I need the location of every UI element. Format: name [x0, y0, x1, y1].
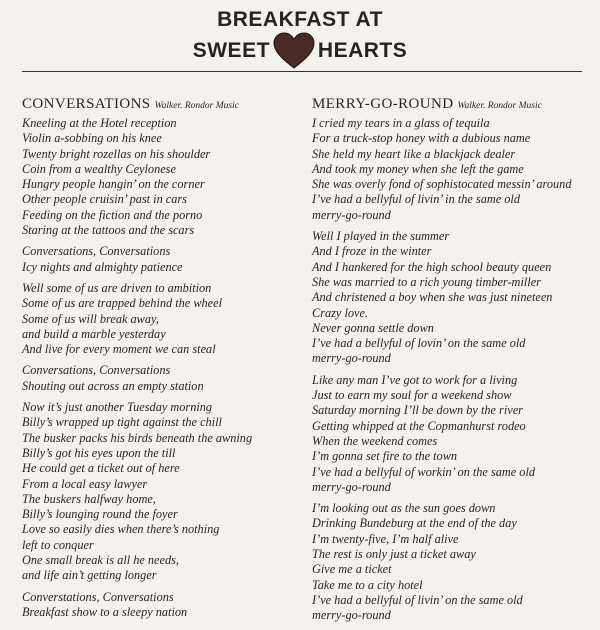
lyric-line: Some of us will break away,: [22, 311, 159, 326]
heart-icon: [273, 32, 315, 70]
lyric-line: The rest is only just a ticket away: [312, 547, 476, 562]
lyric-line: I’m twenty-five, I’m half alive: [312, 531, 459, 546]
lyric-line: Take me to a city hotel: [312, 577, 423, 592]
lyric-line: Twenty bright rozellas on his shoulder: [22, 146, 211, 161]
lyric-line: And christened a boy when she was just nineteen: [312, 290, 553, 305]
lyric-line: When the weekend comes: [312, 433, 438, 448]
logo-title-line2: [0, 32, 600, 70]
lyric-line: Getting whipped at the Copmanhurst rodeo: [312, 418, 526, 433]
lyric-line: Some of us are trapped behind the wheel: [22, 296, 223, 311]
lyric-line: Like any man I’ve got to work for a living: [312, 372, 518, 387]
stanza: [22, 281, 312, 357]
lyric-line: Other people cruisin’ past in cars: [22, 192, 187, 207]
stanza: [312, 501, 600, 623]
lyric-line: She was married to a rich young timber-miller: [312, 274, 541, 289]
lyric-line: From a local easy lawyer: [22, 476, 148, 491]
lyric-line: She was overly fond of sophistocated messin’ around: [312, 177, 572, 192]
stanza: [312, 116, 600, 223]
logo-title-line1: BREAKFAST AT: [217, 8, 383, 31]
lyric-line: I’ve had a bellyful of livin’ on the same old: [312, 592, 523, 607]
lyric-line: left to conquer: [22, 537, 94, 552]
lyrics: [312, 116, 600, 624]
lyric-line: Well some of us are driven to ambition: [22, 280, 212, 295]
lyric-line: She held my heart like a blackjack dealer: [312, 146, 516, 161]
lyric-line: The buskers halfway home,: [22, 491, 156, 506]
stanza: [22, 590, 312, 621]
header-divider: [22, 71, 582, 72]
lyric-line: One small break is all he needs,: [22, 553, 179, 568]
logo-word-sweet: SWEET: [192, 39, 270, 62]
lyric-line: For a truck-stop honey with a dubious name: [312, 131, 531, 146]
lyric-line: Never gonna settle down: [312, 320, 434, 335]
lyric-line: Billy’s lounging round the foyer: [22, 507, 178, 522]
lyric-line: Billy’s wrapped up tight against the chill: [22, 415, 222, 430]
lyric-line: Give me a ticket: [312, 562, 392, 577]
song-header: [22, 94, 312, 115]
song-credit: Walker. Rondor Music: [154, 101, 239, 111]
lyric-line: And I froze in the winter: [312, 244, 432, 259]
song-title: CONVERSATIONS: [22, 96, 151, 112]
lyric-line: Violin a-sobbing on his knee: [22, 131, 162, 146]
song-title: MERRY-GO-ROUND: [312, 96, 454, 112]
lyric-line: and life ain’t getting longer: [22, 568, 157, 583]
album-logo: [0, 8, 600, 70]
stanza: [22, 400, 312, 584]
lyric-line: And I hankered for the high school beauty queen: [312, 259, 552, 274]
lyric-line: Shouting out across an empty station: [22, 378, 204, 393]
lyric-line: Breakfast show to a sleepy nation: [22, 604, 188, 619]
lyric-line: Converstations, Conversations: [22, 589, 174, 604]
lyric-line: I cried my tears in a glass of tequila: [312, 116, 490, 130]
stanza: [22, 244, 312, 275]
lyric-line: And live for every moment we can steal: [22, 342, 216, 357]
lyric-line: I’m gonna set fire to the town: [312, 449, 458, 464]
song-column-merry-go-round: [312, 94, 600, 630]
stanza: [22, 116, 312, 238]
lyric-line: And took my money when she left the game: [312, 161, 524, 176]
stanza: [22, 363, 312, 394]
song-header: [312, 94, 600, 115]
lyric-line: merry-go-round: [312, 207, 391, 222]
lyric-line: Billy’s got his eyes upon the till: [22, 445, 176, 460]
logo-word-hearts: HEARTS: [317, 39, 408, 62]
stanza: [312, 373, 600, 495]
lyric-line: I’m looking out as the sun goes down: [312, 501, 496, 516]
lyric-line: The busker packs his birds beneath the awning: [22, 430, 253, 445]
lyric-line: and build a marble yesterday: [22, 326, 166, 341]
lyric-line: Conversations, Conversations: [22, 244, 171, 259]
lyrics: [22, 116, 312, 620]
lyric-line: Crazy love.: [312, 305, 369, 320]
lyric-line: I’ve had a bellyful of lovin’ on the same old: [312, 336, 526, 351]
lyric-line: Coin from a wealthy Ceylonese: [22, 161, 176, 176]
lyric-line: He could get a ticket out of here: [22, 461, 180, 476]
lyric-line: I’ve had a bellyful of workin’ on the same old: [312, 464, 536, 479]
lyric-line: merry-go-round: [312, 479, 391, 494]
lyric-line: Now it’s just another Tuesday morning: [22, 400, 213, 415]
lyric-line: I’ve had a bellyful of livin’ in the same old: [312, 192, 520, 207]
lyric-line: Just to earn my soul for a weekend show: [312, 388, 512, 403]
stanza: [312, 229, 600, 367]
lyric-line: Conversations, Conversations: [22, 363, 171, 378]
lyric-line: Saturday morning I’ll be down by the river: [312, 403, 523, 418]
lyric-line: Love so easily dies when there’s nothing: [22, 522, 220, 537]
lyric-line: Well I played in the summer: [312, 229, 450, 244]
lyric-line: Staring at the tattoos and the scars: [22, 223, 195, 238]
lyric-line: merry-go-round: [312, 351, 391, 366]
song-column-conversations: [22, 94, 312, 626]
lyric-line: merry-go-round: [312, 608, 391, 623]
lyric-line: Icy nights and almighty patience: [22, 259, 183, 274]
lyric-line: Feeding on the fiction and the porno: [22, 207, 203, 222]
lyric-line: Drinking Bundeburg at the end of the day: [312, 516, 517, 531]
song-credit: Walker. Rondor Music: [457, 101, 542, 111]
lyric-line: Hungry people hangin’ on the corner: [22, 177, 205, 192]
lyric-line: Kneeling at the Hotel reception: [22, 116, 177, 130]
